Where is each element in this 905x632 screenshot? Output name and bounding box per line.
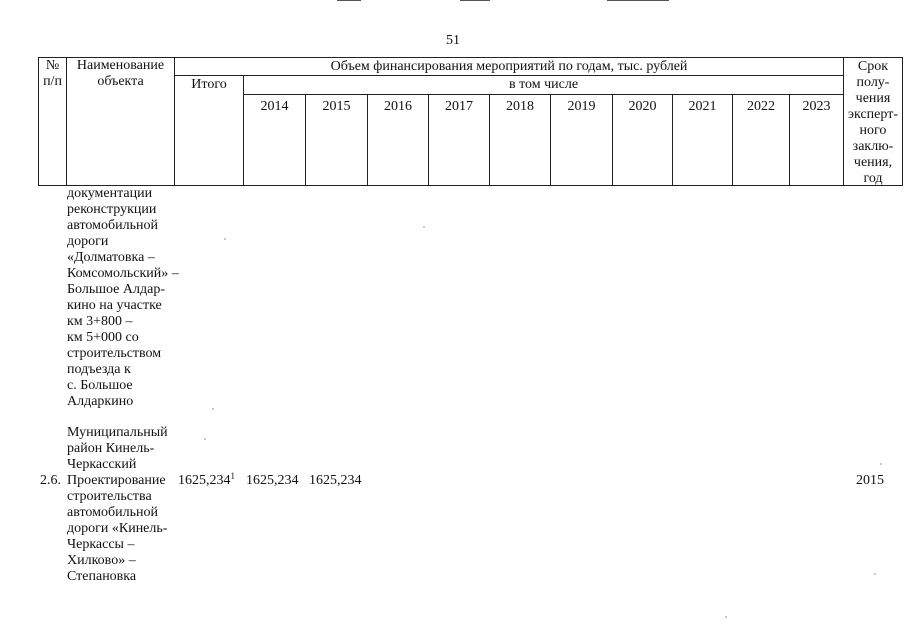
header-year: 2015 bbox=[322, 99, 351, 114]
header-year: 2020 bbox=[628, 99, 657, 114]
row-total-amount: 1625,234 bbox=[178, 473, 231, 488]
header-year: 2014 bbox=[260, 99, 289, 114]
header-funding-col: Объем финансирования мероприятий по годам, тыс. рублей bbox=[330, 59, 688, 74]
scan-speck bbox=[874, 573, 876, 575]
header-total-col: Итого bbox=[191, 77, 227, 92]
header-year: 2022 bbox=[747, 99, 775, 114]
scan-speck bbox=[212, 408, 214, 410]
row-2015-value: 1625,234 bbox=[309, 473, 362, 488]
header-year: 2023 bbox=[802, 99, 831, 114]
footnote-marker: 1 bbox=[230, 471, 235, 481]
header-deadline-col: Срок полу- чения эксперт- ного заклю- чения, год bbox=[848, 59, 898, 186]
scan-speck bbox=[423, 226, 425, 228]
scan-speck bbox=[725, 616, 727, 618]
row-object-name: Проектирование строительства автомобильной дороги «Кинель- Черкассы – Хилково» – Степановка bbox=[67, 473, 168, 584]
row-deadline-value: 2015 bbox=[856, 473, 884, 488]
header-num-col: № п/п bbox=[43, 58, 62, 89]
table-row-continuation-name: документации реконструкции автомобильной дороги «Долматовка – Комсомольский» – Большое Алдар- кино на участке км 3+800 – км 5+000 со строительством подъезда к с. Большое Алдаркино bbox=[67, 186, 179, 409]
header-year: 2018 bbox=[506, 99, 534, 114]
header-year: 2019 bbox=[567, 99, 596, 114]
header-year: 2016 bbox=[384, 99, 412, 114]
top-edge-mark bbox=[337, 0, 361, 1]
header-including-col: в том числе bbox=[508, 77, 579, 92]
row-total-value bbox=[178, 473, 235, 489]
page-number: 51 bbox=[446, 33, 460, 48]
table-row-district-name: Муниципальный район Кинель- Черкасский bbox=[67, 425, 168, 472]
header-year: 2021 bbox=[688, 99, 717, 114]
header-name-col: Наименование объекта bbox=[76, 58, 165, 89]
top-edge-mark bbox=[607, 0, 669, 1]
top-edge-mark bbox=[460, 0, 490, 1]
row-2014-value: 1625,234 bbox=[246, 473, 299, 488]
scan-speck bbox=[204, 438, 206, 440]
scan-speck bbox=[880, 463, 882, 465]
row-number: 2.6. bbox=[40, 473, 61, 488]
header-year: 2017 bbox=[445, 99, 473, 114]
scan-speck bbox=[224, 238, 226, 240]
